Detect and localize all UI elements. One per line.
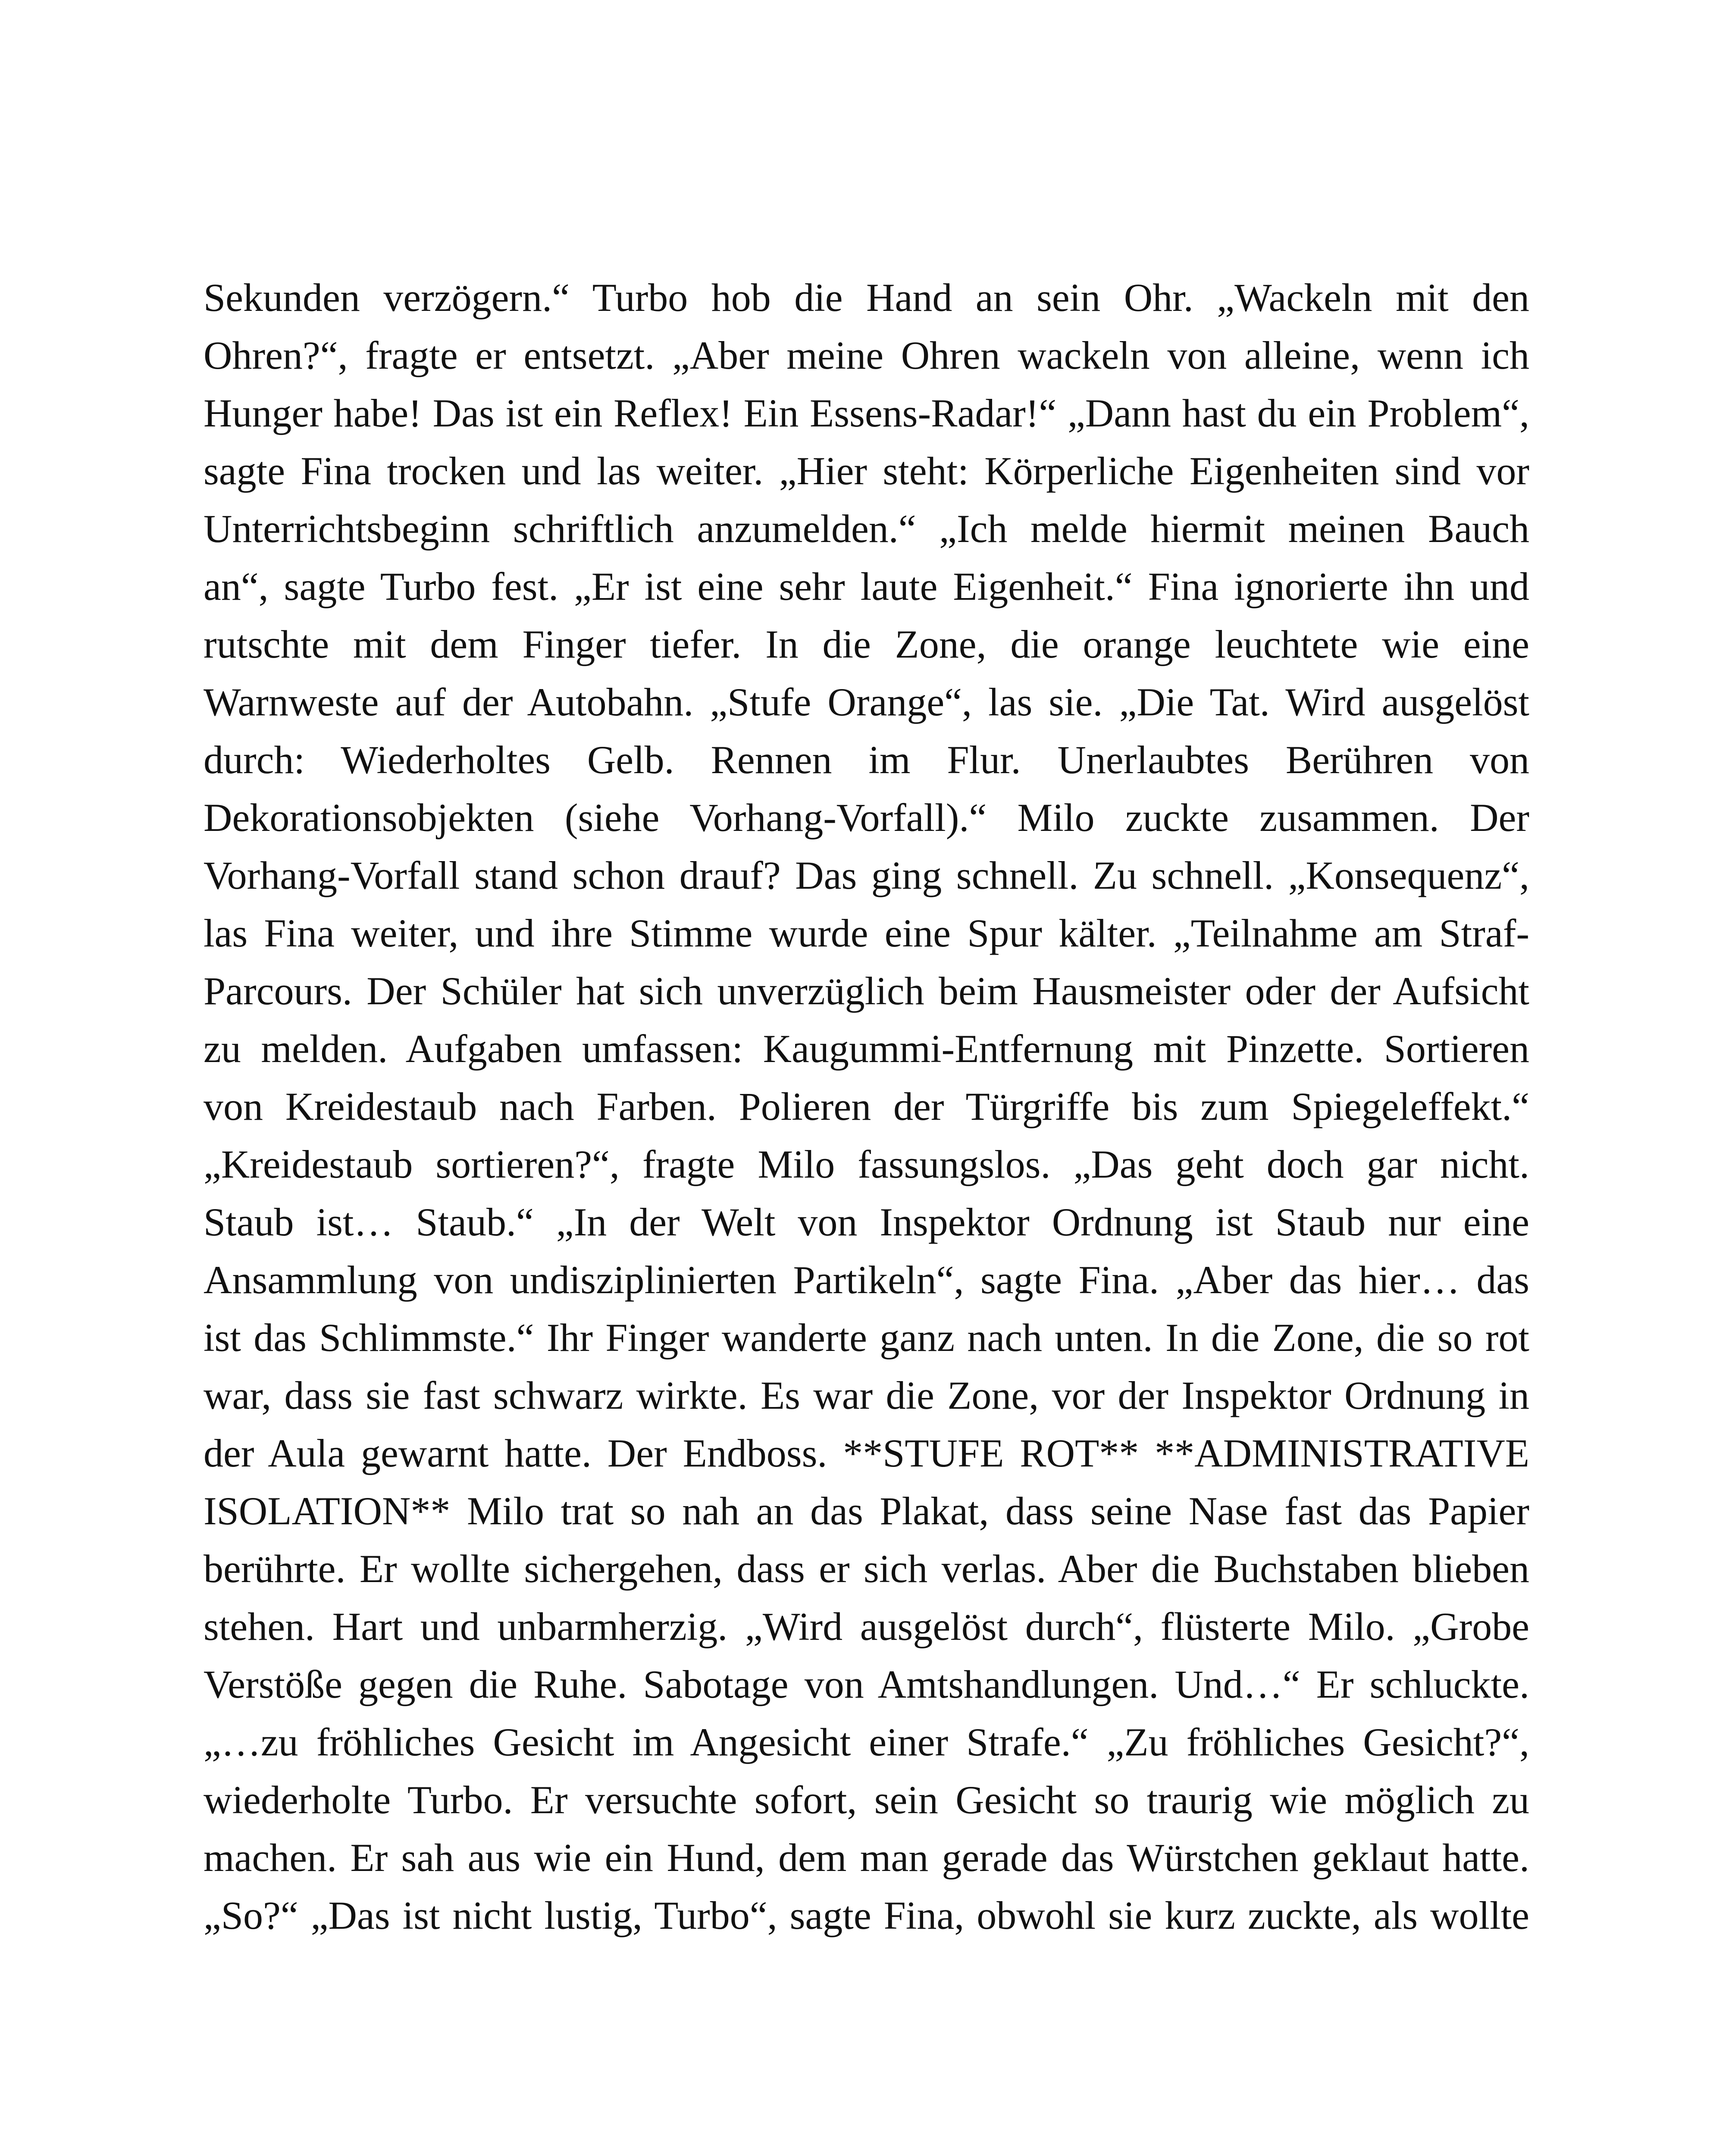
text-line: wiederholte Turbo. Er versuchte sofort, sein Gesicht so traurig wie möglich zu <box>204 1778 1529 1822</box>
text-line: Staub ist… Staub.“ „In der Welt von Inspektor Ordnung ist Staub nur eine <box>204 1200 1529 1244</box>
text-line: Vorhang-Vorfall stand schon drauf? Das ging schnell. Zu schnell. „Konsequenz“, <box>204 853 1529 897</box>
text-line: „Kreidestaub sortieren?“, fragte Milo fassungslos. „Das geht doch gar nicht. <box>204 1142 1529 1186</box>
body-text <box>204 269 1529 1944</box>
text-line: Hunger habe! Das ist ein Reflex! Ein Essens-Radar!“ „Dann hast du ein Problem“, <box>204 391 1529 435</box>
text-line: Ansammlung von undisziplinierten Partikeln“, sagte Fina. „Aber das hier… das <box>204 1258 1529 1302</box>
text-line: machen. Er sah aus wie ein Hund, dem man gerade das Würstchen geklaut hatte. <box>204 1836 1529 1880</box>
text-line: Parcours. Der Schüler hat sich unverzüglich beim Hausmeister oder der Aufsicht <box>204 969 1529 1013</box>
text-line: Ohren?“, fragte er entsetzt. „Aber meine Ohren wackeln von alleine, wenn ich <box>204 333 1529 377</box>
text-line: war, dass sie fast schwarz wirkte. Es war die Zone, vor der Inspektor Ordnung in <box>204 1373 1529 1417</box>
text-line: Sekunden verzögern.“ Turbo hob die Hand an sein Ohr. „Wackeln mit den <box>204 276 1529 320</box>
text-line: las Fina weiter, und ihre Stimme wurde eine Spur kälter. „Teilnahme am Straf- <box>204 911 1529 955</box>
text-line: der Aula gewarnt hatte. Der Endboss. **STUFE ROT** **ADMINISTRATIVE <box>204 1431 1529 1475</box>
text-line: berührte. Er wollte sichergehen, dass er sich verlas. Aber die Buchstaben blieben <box>204 1547 1529 1591</box>
text-line: Unterrichtsbeginn schriftlich anzumelden.“ „Ich melde hiermit meinen Bauch <box>204 507 1529 551</box>
text-line: Dekorationsobjekten (siehe Vorhang-Vorfall).“ Milo zuckte zusammen. Der <box>204 796 1529 840</box>
text-line: „…zu fröhliches Gesicht im Angesicht einer Strafe.“ „Zu fröhliches Gesicht?“, <box>204 1720 1529 1764</box>
text-line: zu melden. Aufgaben umfassen: Kaugummi-Entfernung mit Pinzette. Sortieren <box>204 1027 1529 1071</box>
text-line: ISOLATION** Milo trat so nah an das Plakat, dass seine Nase fast das Papier <box>204 1489 1529 1533</box>
text-line: stehen. Hart und unbarmherzig. „Wird ausgelöst durch“, flüsterte Milo. „Grobe <box>204 1604 1529 1648</box>
text-line: rutschte mit dem Finger tiefer. In die Zone, die orange leuchtete wie eine <box>204 622 1529 666</box>
text-line: von Kreidestaub nach Farben. Polieren der Türgriffe bis zum Spiegeleffekt.“ <box>204 1084 1529 1128</box>
text-line: „So?“ „Das ist nicht lustig, Turbo“, sagte Fina, obwohl sie kurz zuckte, als wollte <box>204 1893 1529 1937</box>
text-line: ist das Schlimmste.“ Ihr Finger wanderte ganz nach unten. In die Zone, die so rot <box>204 1316 1529 1360</box>
text-line: durch: Wiederholtes Gelb. Rennen im Flur. Unerlaubtes Berühren von <box>204 738 1529 782</box>
text-line: an“, sagte Turbo fest. „Er ist eine sehr laute Eigenheit.“ Fina ignorierte ihn und <box>204 564 1529 608</box>
text-line: Warnweste auf der Autobahn. „Stufe Orange“, las sie. „Die Tat. Wird ausgelöst <box>204 680 1529 724</box>
text-line: sagte Fina trocken und las weiter. „Hier steht: Körperliche Eigenheiten sind vor <box>204 449 1529 493</box>
text-line: Verstöße gegen die Ruhe. Sabotage von Amtshandlungen. Und…“ Er schluckte. <box>204 1662 1529 1706</box>
